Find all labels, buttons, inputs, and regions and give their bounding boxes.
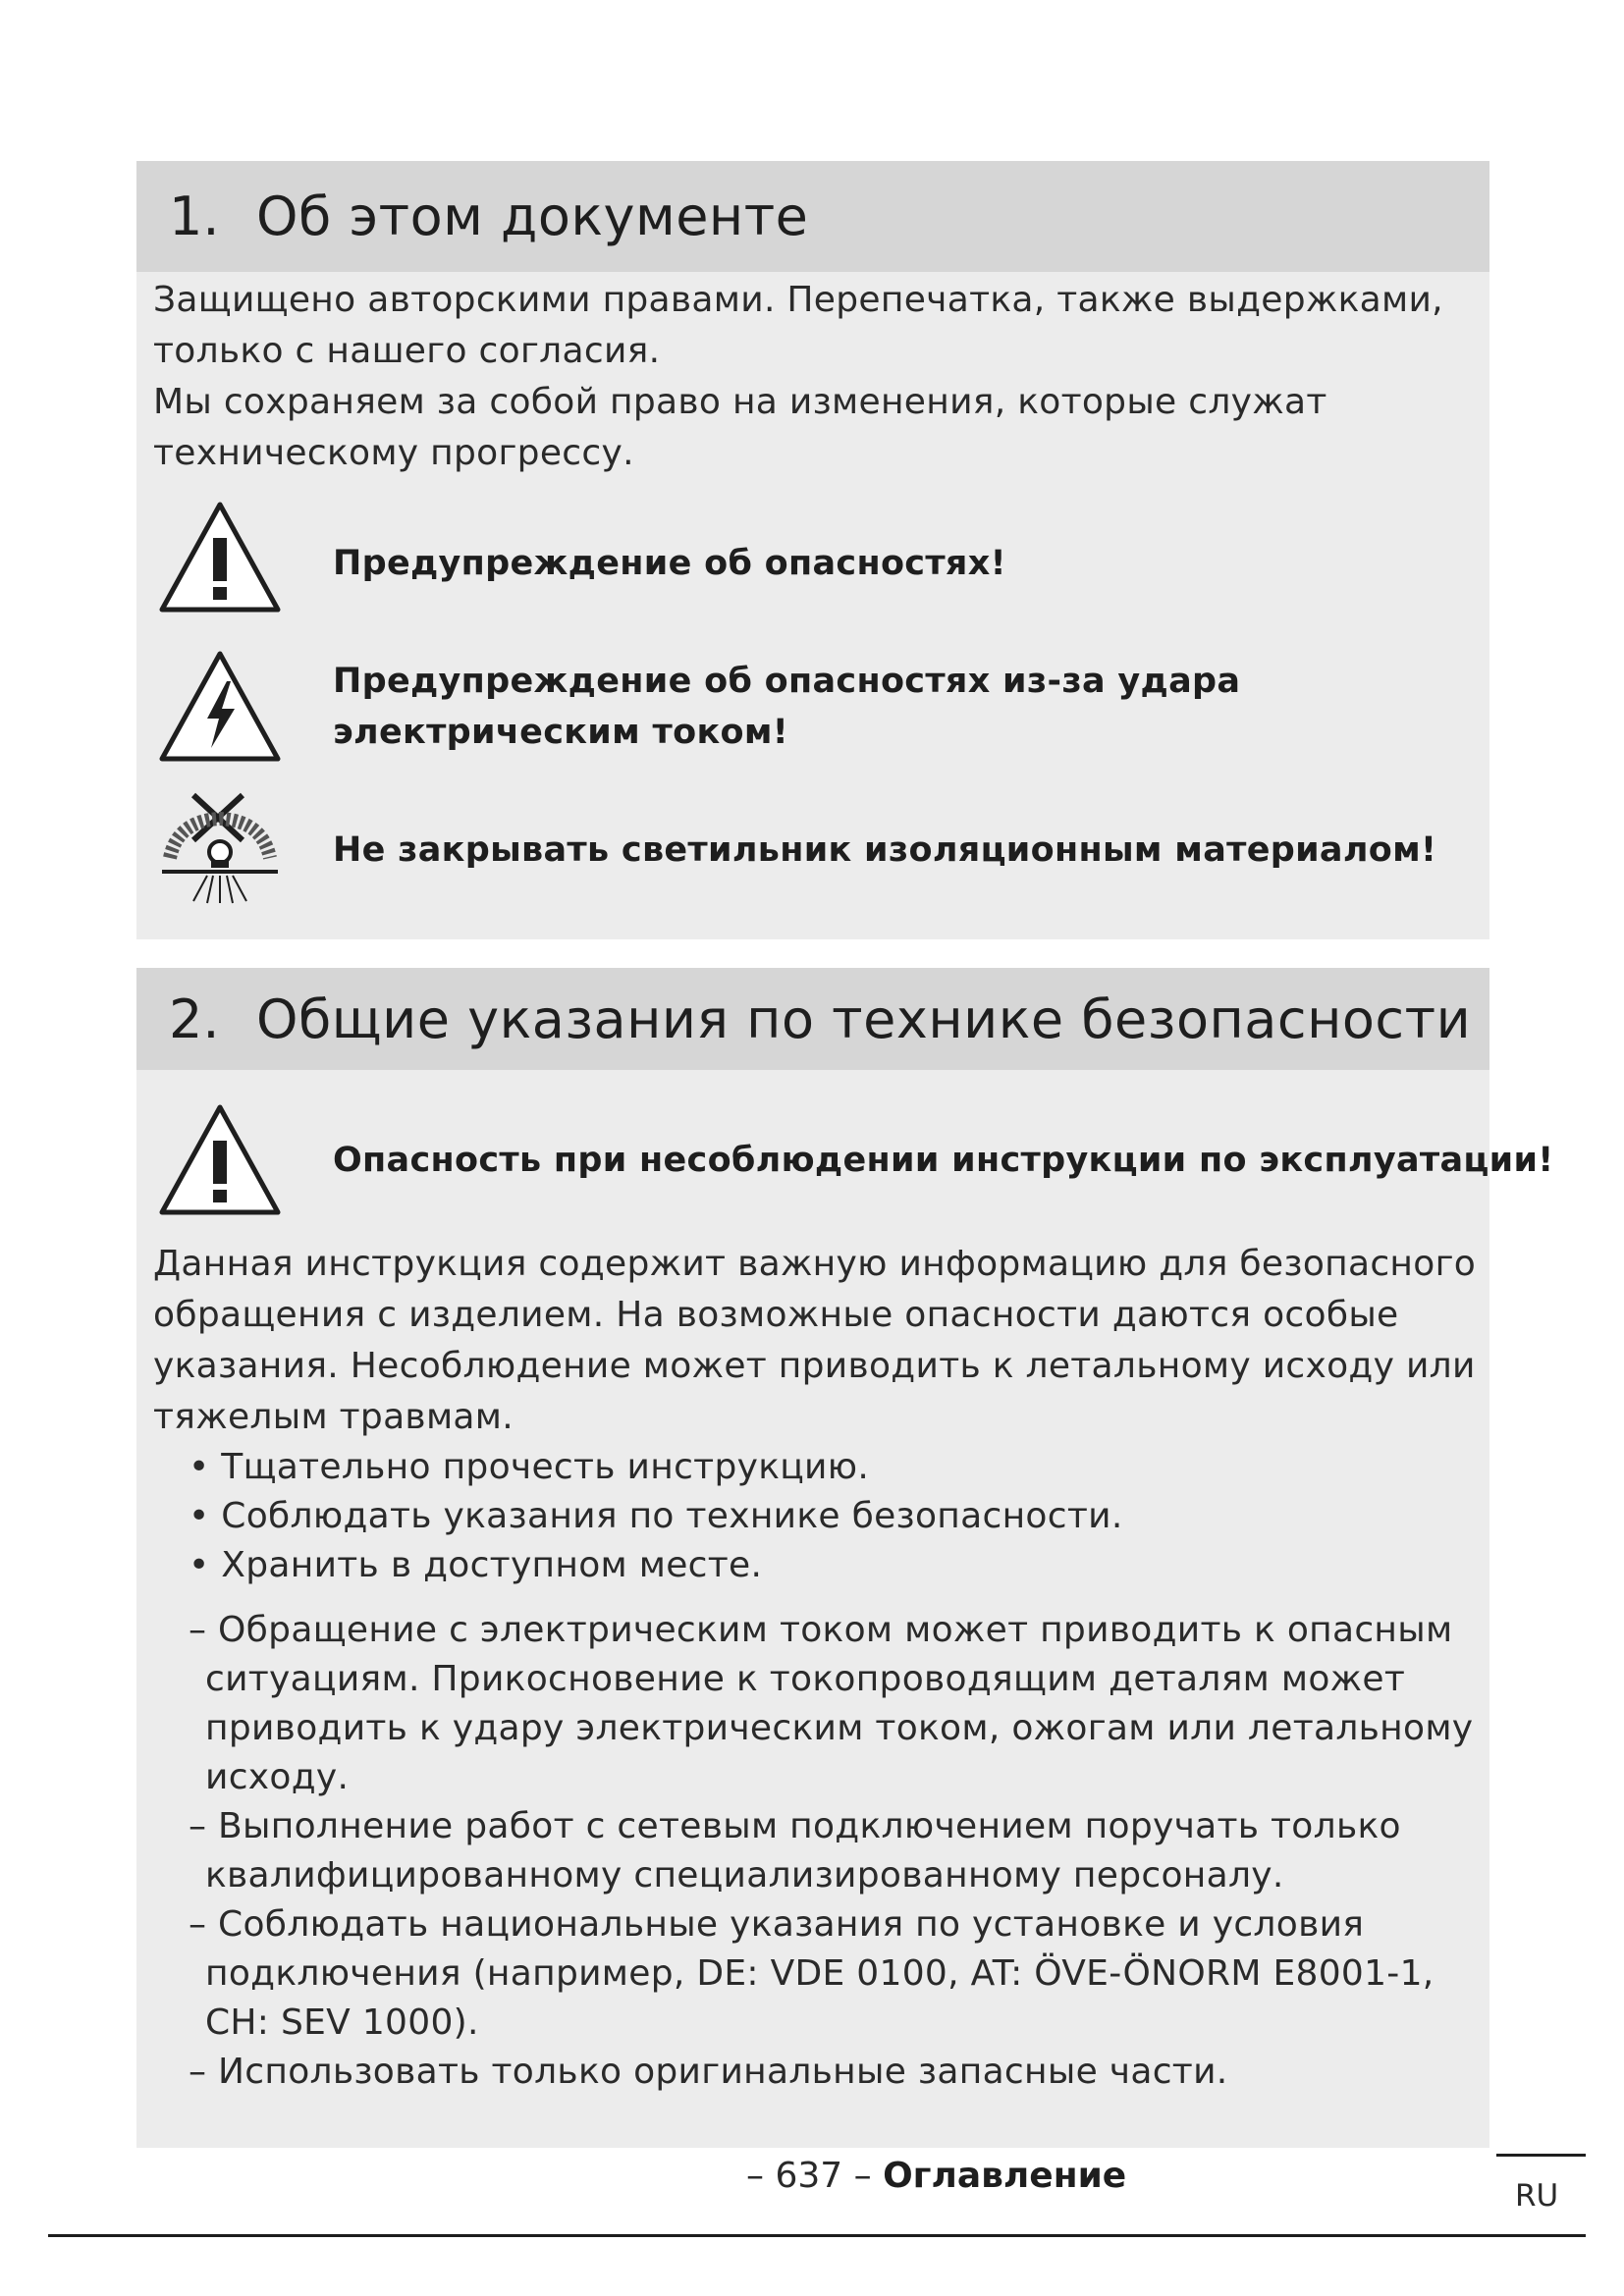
paragraph-line: тяжелым травмам. (153, 1397, 514, 1437)
section-header (136, 161, 1489, 272)
footer-divider (48, 2234, 1586, 2237)
page-footer (746, 2156, 1126, 2196)
list-item: • Соблюдать указания по технике безопасности. (189, 1496, 1123, 1536)
section-header (136, 968, 1489, 1070)
list-item: • Тщательно прочесть инструкцию. (189, 1447, 870, 1487)
footer-tab-line (1496, 2154, 1586, 2157)
warning-insulation (156, 791, 284, 909)
section-number: 1. (169, 186, 220, 247)
list-item: – Обращение с электрическим током может приводить к опасным ситуациям. Прикосновение к токопроводящим деталям может приводить к удару электрическим током, ожогам или летальному исходу. (189, 1610, 1474, 1797)
paragraph-line: Данная инструкция содержит важную информацию для безопасного (153, 1244, 1477, 1284)
list-item: – Соблюдать национальные указания по установке и условия подключения (например, DE: VDE 0100, AT: ÖVE-ÖNORM E8001-1, CH: SEV 1000). (189, 1904, 1435, 2043)
dash-list (189, 1606, 1473, 2097)
warning-triangle-icon (156, 499, 284, 616)
paragraph-line: Мы сохраняем за собой право на изменения, которые служат (153, 382, 1327, 422)
warning-text: Опасность при несоблюдении инструкции по эксплуатации! (333, 1141, 1554, 1180)
copyright-paragraph (153, 275, 1469, 479)
paragraph-line: обращения с изделием. На возможные опасности даются особые (153, 1295, 1399, 1335)
paragraph-line: только с нашего согласия. (153, 331, 661, 371)
warning-text: Не закрывать светильник изоляционным материалом! (333, 830, 1437, 870)
bullet-list (189, 1443, 1123, 1590)
list-item: – Использовать только оригинальные запасные части. (189, 2052, 1228, 2092)
paragraph-line: указания. Несоблюдение может приводить к летальному исходу или (153, 1346, 1476, 1386)
warning-general (156, 499, 284, 616)
page-number: – 637 – (746, 2156, 872, 2196)
no-insulation-cover-icon (156, 791, 284, 909)
section-title: Об этом документе (256, 186, 809, 247)
warning-text: Предупреждение об опасностях из-за удара электрическим током! (333, 662, 1241, 752)
section-title: Общие указания по технике безопасности (256, 988, 1472, 1050)
section-about-document (136, 161, 1489, 939)
paragraph-line: техническому прогрессу. (153, 433, 634, 473)
warning-triangle-icon (156, 1101, 284, 1219)
section-safety-instructions (136, 968, 1554, 2148)
language-code: RU (1515, 2178, 1559, 2214)
list-item: • Хранить в доступном месте. (189, 1545, 763, 1585)
electric-shock-icon (156, 648, 284, 766)
warning-text: Предупреждение об опасностях! (333, 544, 1006, 583)
safety-paragraph (153, 1239, 1477, 1443)
toc-link[interactable]: Оглавление (883, 2156, 1127, 2196)
list-item: – Выполнение работ с сетевым подключением поручать только квалифицированному специализированному персоналу. (189, 1806, 1401, 1896)
warning-instructions (156, 1101, 284, 1219)
paragraph-line: Защищено авторскими правами. Перепечатка, также выдержками, (153, 280, 1443, 320)
warning-electric (156, 648, 284, 766)
section-number: 2. (169, 988, 220, 1050)
